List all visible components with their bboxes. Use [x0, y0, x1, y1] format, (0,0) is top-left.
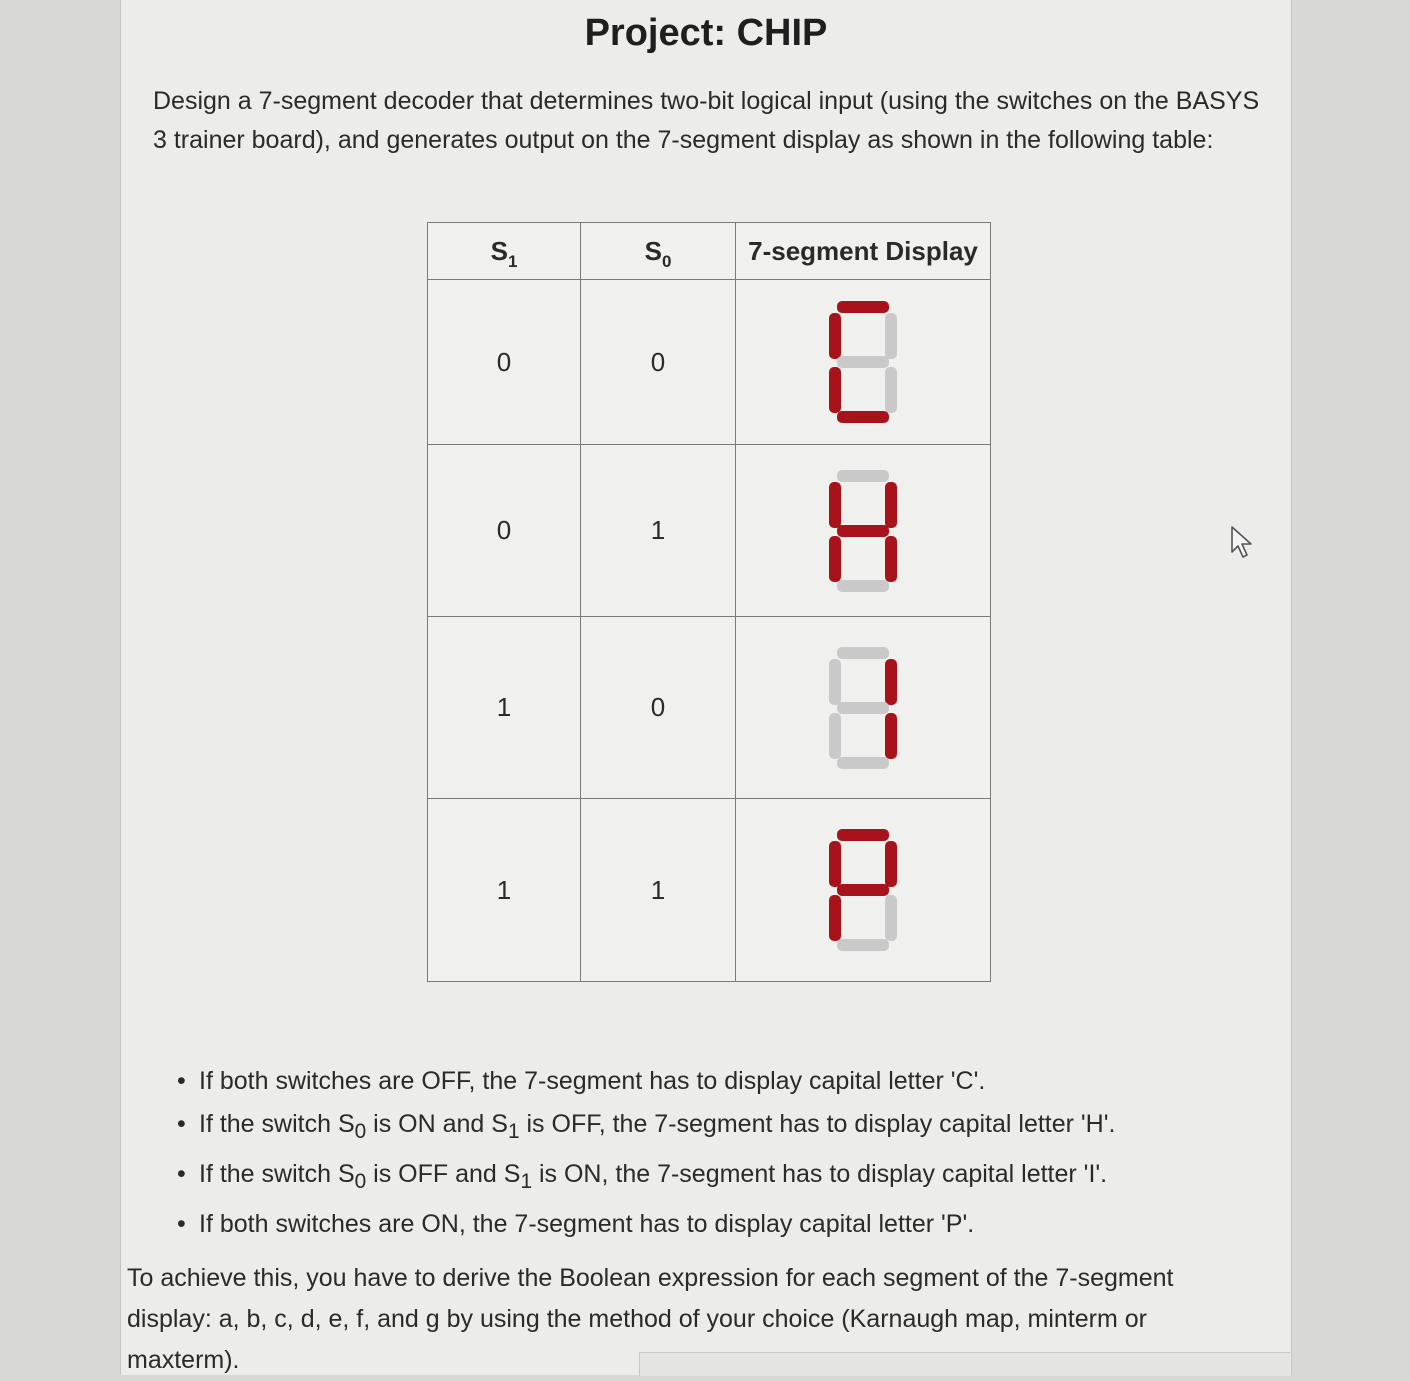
seven-segment-c-icon: [823, 297, 903, 427]
segment-a: [837, 470, 889, 482]
table-row: [428, 799, 991, 982]
closing-paragraph: To achieve this, you have to derive the Boolean expression for each segment of the 7-segment display: a, b, c, d, e, f, and g by using the method of your choice (Karnaugh map, minterm or maxterm).: [127, 1264, 1174, 1374]
segment-b: [885, 841, 897, 887]
cell-s0: 1: [581, 799, 736, 982]
seven-segment-h-icon: [823, 466, 903, 596]
cell-display: [736, 799, 991, 982]
cell-display: [736, 445, 991, 617]
page-title: Project: CHIP: [584, 12, 828, 54]
cell-s1: 1: [428, 617, 581, 799]
segment-a: [837, 829, 889, 841]
header-s0: $S_0$: [581, 223, 736, 280]
segment-g: [837, 356, 889, 368]
segment-c: [885, 367, 897, 413]
segment-e: [829, 367, 841, 413]
cell-s0: 0: [581, 617, 736, 799]
segment-g: [837, 884, 889, 896]
truth-table: [427, 222, 991, 982]
segment-e: [829, 713, 841, 759]
segment-b: [885, 482, 897, 528]
segment-c: [885, 713, 897, 759]
table-row: [428, 280, 991, 445]
mouse-cursor-icon: [1229, 524, 1259, 560]
segment-f: [829, 482, 841, 528]
seven-segment-i-icon: [823, 643, 903, 773]
document-page: [120, 0, 1292, 1375]
segment-f: [829, 659, 841, 705]
bullet-item: • If the switch $S_0$ is OFF and $S_1$ is ON, the 7-segment has to display capital letter 'I'.: [177, 1153, 1257, 1203]
cell-s0: 1: [581, 445, 736, 617]
cell-s1: 1: [428, 799, 581, 982]
table-row: [428, 617, 991, 799]
seven-segment-p-icon: [823, 825, 903, 955]
segment-a: [837, 647, 889, 659]
segment-c: [885, 536, 897, 582]
segment-f: [829, 313, 841, 359]
bullet-item: • If both switches are OFF, the 7-segment has to display capital letter 'C'.: [177, 1060, 1257, 1103]
segment-g: [837, 702, 889, 714]
cell-s1: 0: [428, 445, 581, 617]
segment-b: [885, 659, 897, 705]
segment-d: [837, 411, 889, 423]
segment-c: [885, 895, 897, 941]
segment-g: [837, 525, 889, 537]
header-s1: $S_1$: [428, 223, 581, 280]
segment-b: [885, 313, 897, 359]
bullet-list: [177, 1060, 1257, 1246]
segment-d: [837, 757, 889, 769]
segment-e: [829, 536, 841, 582]
table-row: [428, 445, 991, 617]
segment-d: [837, 939, 889, 951]
segment-e: [829, 895, 841, 941]
cell-s0: 0: [581, 280, 736, 445]
bullet-item: • If both switches are ON, the 7-segment has to display capital letter 'P'.: [177, 1203, 1257, 1246]
segment-a: [837, 301, 889, 313]
table-header-row: [428, 223, 991, 280]
bullet-item: • If the switch $S_0$ is ON and $S_1$ is OFF, the 7-segment has to display capital letter 'H'.: [177, 1103, 1257, 1153]
intro-paragraph: Design a 7-segment decoder that determines two-bit logical input (using the switches on the BASYS 3 trainer board), and generates output on the 7-segment display as shown in the following table:: [153, 87, 1260, 154]
bottom-panel-edge: [639, 1352, 1290, 1376]
cell-display: [736, 280, 991, 445]
cell-s1: 0: [428, 280, 581, 445]
segment-d: [837, 580, 889, 592]
cell-display: [736, 617, 991, 799]
segment-f: [829, 841, 841, 887]
header-display: 7-segment Display: [736, 223, 991, 280]
